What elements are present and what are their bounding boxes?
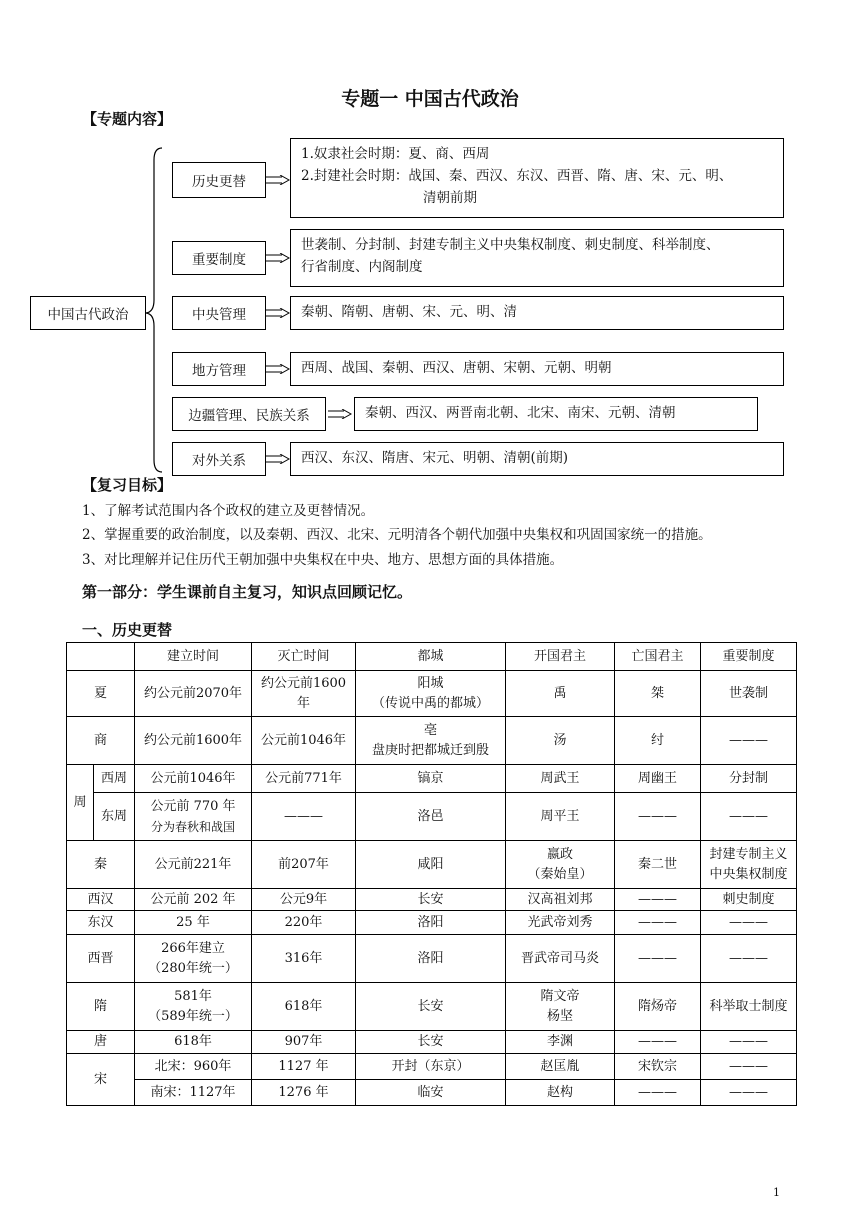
table-cell: 约公元前1600 年 [252,671,356,717]
table-cell: 秦 [67,841,135,889]
branch-frontier-content [354,397,758,431]
table-row [67,765,797,793]
table-cell: ——— [701,717,797,765]
table-cell: 618年 [252,983,356,1031]
table-cell: 公元前221年 [135,841,252,889]
dongzhou-note: 分为春秋和战国 [150,819,235,834]
goals-heading: 【复习目标】 [82,476,173,494]
table-cell: ——— [252,793,356,841]
table-cell: 纣 [615,717,701,765]
table-cell: ——— [615,889,701,911]
table-cell: 25 年 [135,911,252,935]
table-cell: 约公元前1600年 [135,717,252,765]
content-line: 西周、战国、秦朝、西汉、唐朝、宋朝、元朝、明朝 [301,360,612,376]
table-cell: 南宋：1127年 [135,1080,252,1106]
content-line: 秦朝、隋朝、唐朝、宋、元、明、清 [301,304,517,320]
page-number: 1 [773,1186,780,1199]
table-cell: 禹 [506,671,615,717]
table-cell: 咸阳 [356,841,506,889]
goal-item: 3、对比理解并记住历代王朝加强中央集权在中央、地方、思想方面的具体措施。 [82,552,564,568]
table-cell: 316年 [252,935,356,983]
table-cell: 220年 [252,911,356,935]
table-cell: 约公元前2070年 [135,671,252,717]
table-cell: 公元前1046年 [135,765,252,793]
branch-foreign-content [290,442,784,476]
table-cell: 周武王 [506,765,615,793]
table-cell: 长安 [356,1031,506,1054]
goal-item: 1、了解考试范围内各个政权的建立及更替情况。 [82,503,375,519]
table-cell: 公元前 202 年 [135,889,252,911]
table-cell: 世袭制 [701,671,797,717]
header-cell: 建立时间 [135,643,252,671]
table-row [67,1080,797,1106]
content-line: 2.封建社会时期：战国、秦、西汉、东汉、西晋、隋、唐、宋、元、明、 [301,168,733,184]
table-cell: 隋炀帝 [615,983,701,1031]
table-cell: 刺史制度 [701,889,797,911]
table-cell: 唐 [67,1031,135,1054]
branch-central-content [290,296,784,330]
table-cell: 907年 [252,1031,356,1054]
table-cell: 科举取士制度 [701,983,797,1031]
table-row [67,935,797,983]
part1-heading: 第一部分：学生课前自主复习，知识点回顾记忆。 [82,583,413,601]
table-header-row [67,643,797,671]
table-cell: 公元9年 [252,889,356,911]
arrow-icon [266,454,290,464]
category-central: 中央管理 [172,296,266,330]
table-cell: 桀 [615,671,701,717]
table-cell: 周幽王 [615,765,701,793]
category-systems: 重要制度 [172,241,266,275]
arrow-icon [266,175,290,185]
table-cell: 长安 [356,889,506,911]
table-cell: ——— [701,793,797,841]
table-row [67,1054,797,1080]
goal-item: 2、掌握重要的政治制度，以及秦朝、西汉、北宋、元明清各个朝代加强中央集权和巩固国家统一的措施。 [82,527,712,543]
table-cell: 汉高祖刘邦 [506,889,615,911]
arrow-icon [266,308,290,318]
table-cell: 李渊 [506,1031,615,1054]
header-cell [67,643,135,671]
table-cell: 公元前1046年 [252,717,356,765]
table-cell: 阳城 （传说中禹的都城） [356,671,506,717]
content-heading: 【专题内容】 [82,110,173,128]
table-cell: ——— [615,935,701,983]
table-cell: 亳 盘庚时把都城迁到殷 [356,717,506,765]
table-cell: ——— [615,793,701,841]
table-cell: 隋 [67,983,135,1031]
table-cell: 光武帝刘秀 [506,911,615,935]
table-cell: 宋 [67,1054,135,1106]
content-line: 1.奴隶社会时期：夏、商、西周 [301,146,490,162]
table-cell: 洛邑 [356,793,506,841]
table-cell: 1276 年 [252,1080,356,1106]
table-cell: 晋武帝司马炎 [506,935,615,983]
table-cell: 长安 [356,983,506,1031]
table-cell: 封建专制主义 中央集权制度 [701,841,797,889]
table-cell: ——— [701,1080,797,1106]
table-cell: 618年 [135,1031,252,1054]
table-cell: ——— [615,911,701,935]
content-line: 世袭制、分封制、封建专制主义中央集权制度、刺史制度、科举制度、 [301,237,720,253]
table-cell: 临安 [356,1080,506,1106]
table-row [67,983,797,1031]
page-title: 专题一 中国古代政治 [341,88,519,110]
content-line: 西汉、东汉、隋唐、宋元、明朝、清朝(前期) [301,450,569,466]
header-cell: 灭亡时间 [252,643,356,671]
content-line: 行省制度、内阁制度 [301,259,423,275]
table-cell: 洛阳 [356,911,506,935]
table-cell: ——— [615,1080,701,1106]
table-cell: ——— [701,935,797,983]
table-cell: 汤 [506,717,615,765]
table-cell: 周平王 [506,793,615,841]
table-cell: 秦二世 [615,841,701,889]
table-row [67,717,797,765]
table-cell: ——— [615,1031,701,1054]
table-row [67,841,797,889]
table-cell: 夏 [67,671,135,717]
table-row [67,911,797,935]
table-cell [135,793,252,841]
table-cell: 西汉 [67,889,135,911]
arrow-icon [266,253,290,263]
table-cell: 商 [67,717,135,765]
category-foreign: 对外关系 [172,442,266,476]
table-cell: 分封制 [701,765,797,793]
table-cell: 前207年 [252,841,356,889]
header-cell: 亡国君主 [615,643,701,671]
table-row [67,889,797,911]
table-cell: ——— [701,1054,797,1080]
dongzhou-start: 公元前 770 年 [150,798,236,814]
table-cell: 1127 年 [252,1054,356,1080]
table-cell: ——— [701,1031,797,1054]
table-cell: 东周 [94,793,135,841]
table-cell: 镐京 [356,765,506,793]
table-cell: 隋文帝 杨坚 [506,983,615,1031]
table-cell: 西周 [94,765,135,793]
table-cell: 赵构 [506,1080,615,1106]
diagram-root: 中国古代政治 [30,296,146,330]
table-cell: 西晋 [67,935,135,983]
table-cell: 周 [67,765,94,841]
table-row [67,793,797,841]
category-frontier: 边疆管理、民族关系 [172,397,326,431]
table-cell: 宋钦宗 [615,1054,701,1080]
content-line: 秦朝、西汉、两晋南北朝、北宋、南宋、元朝、清朝 [365,405,676,421]
table-cell: 581年 （589年统一） [135,983,252,1031]
header-cell: 都城 [356,643,506,671]
table-cell: 洛阳 [356,935,506,983]
table-cell: ——— [701,911,797,935]
table-cell: 北宋：960年 [135,1054,252,1080]
branch-local-content [290,352,784,386]
content-line: 清朝前期 [423,190,477,206]
table-cell: 赵匡胤 [506,1054,615,1080]
category-local: 地方管理 [172,352,266,386]
table-cell: 开封（东京） [356,1054,506,1080]
branch-history-content [290,138,784,218]
table-cell: 嬴政 （秦始皇） [506,841,615,889]
header-cell: 重要制度 [701,643,797,671]
category-history: 历史更替 [172,162,266,198]
branch-systems-content [290,229,784,287]
dynasty-table [66,642,797,1106]
table-cell: 266年建立 （280年统一） [135,935,252,983]
section1-heading: 一、历史更替 [82,621,173,639]
header-cell: 开国君主 [506,643,615,671]
arrow-icon [266,364,290,374]
table-cell: 公元前771年 [252,765,356,793]
table-row [67,671,797,717]
arrow-icon [328,409,352,419]
table-row [67,1031,797,1054]
table-cell: 东汉 [67,911,135,935]
